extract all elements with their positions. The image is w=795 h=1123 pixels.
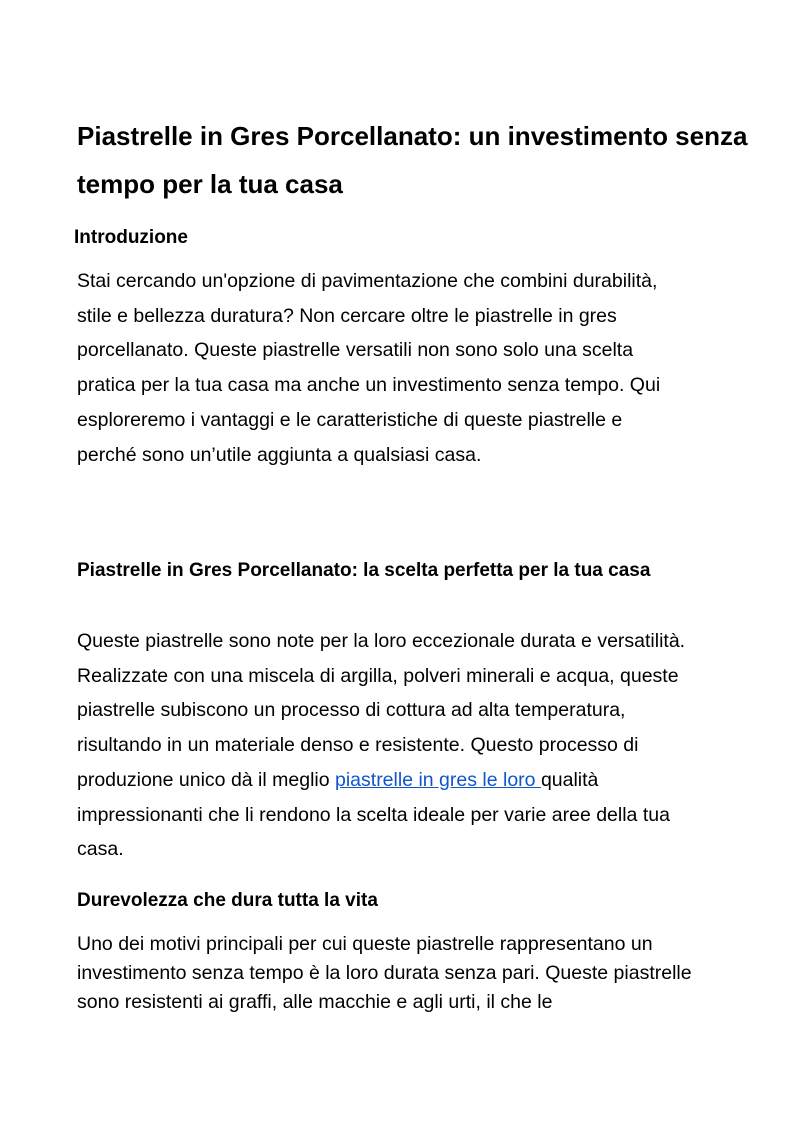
section-scelta-text-before-link: Queste piastrelle sono note per la loro eccezionale durata e versatilità. Realizzate con una miscela di argilla, polveri minerali e acqua, queste piastrelle subiscono un processo di cottura ad alta temperatura, risultando in un materiale denso e resistente. Questo processo di produzione unico dà il meglio: [77, 630, 686, 791]
section-durata-paragraph: Uno dei motivi principali per cui queste piastrelle rappresentano un investimento senza tempo è la loro durata senza pari. Queste piastrelle sono resistenti ai graffi, alle macchie e agli urti, il che le: [77, 933, 692, 1013]
intro-heading: Introduzione: [74, 227, 188, 248]
intro-paragraph: Stai cercando un'opzione di pavimentazione che combini durabilità, stile e bellezza duratura? Non cercare oltre le piastrelle in gres porcellanato. Queste piastrelle versatili non sono solo una scelta pratica per la tua casa ma anche un investimento senza tempo. Qui esploreremo i vantaggi e le caratteristiche di queste piastrelle e perché sono un’utile aggiunta a qualsiasi casa.: [77, 270, 661, 466]
piastrelle-gres-link[interactable]: piastrelle in gres le loro: [335, 768, 541, 791]
section-durata-heading: Durevolezza che dura tutta la vita: [77, 890, 378, 911]
section-scelta-paragraph: [77, 624, 707, 867]
section-scelta-text-after-link: qualità impressionanti che li rendono la scelta ideale per varie aree della tua casa.: [77, 768, 670, 861]
section-scelta-heading: Piastrelle in Gres Porcellanato: la scelta perfetta per la tua casa: [77, 560, 651, 581]
document-title: Piastrelle in Gres Porcellanato: un investimento senza tempo per la tua casa: [77, 121, 748, 199]
